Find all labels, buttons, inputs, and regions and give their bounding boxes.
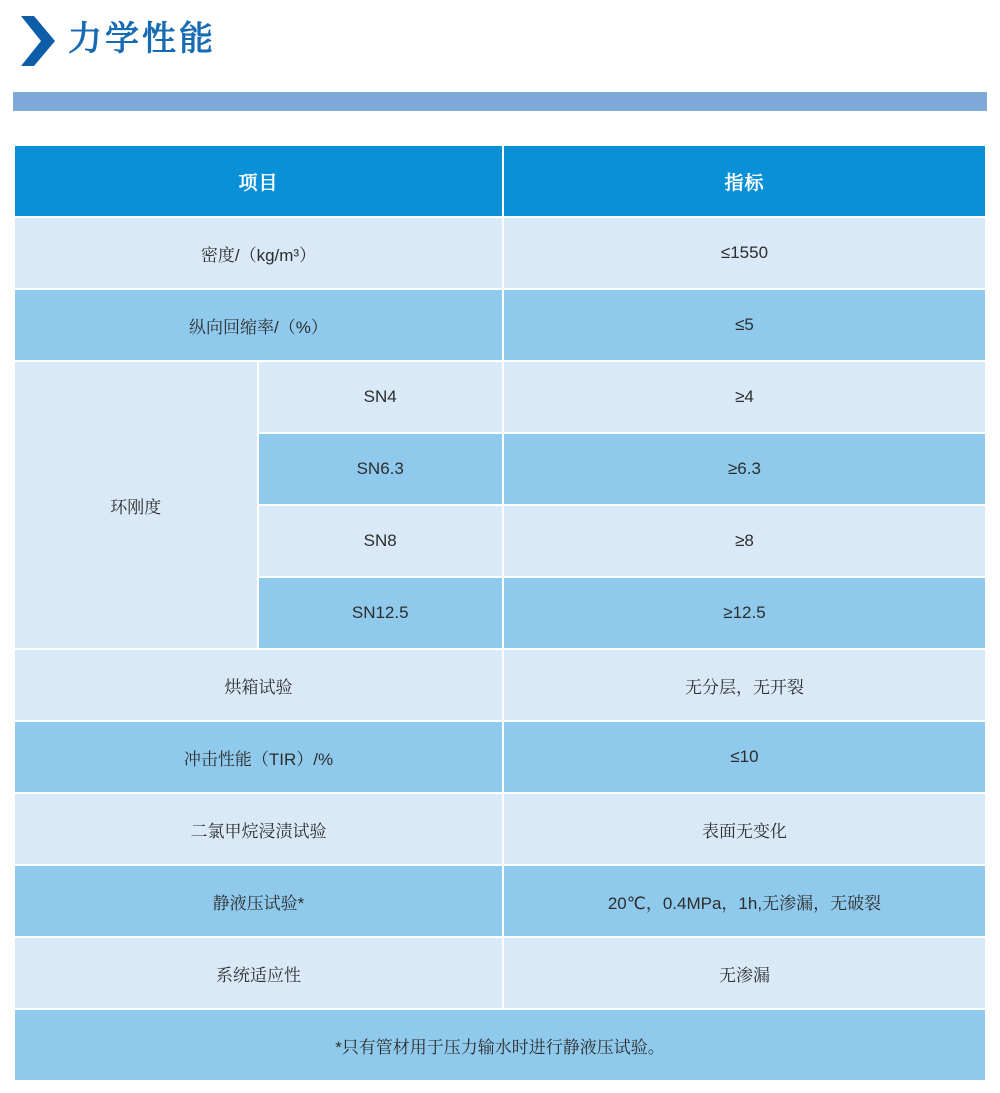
table-row-sn4 xyxy=(15,362,985,432)
footnote-cell: *只有管材用于压力输水时进行静液压试验。 xyxy=(15,1010,985,1080)
item-cell: SN12.5 xyxy=(259,578,502,648)
value-cell: ≥6.3 xyxy=(504,434,985,504)
value-cell: 无渗漏 xyxy=(504,938,985,1008)
section-header xyxy=(13,14,987,68)
value-cell: ≥12.5 xyxy=(504,578,985,648)
value-cell: ≤10 xyxy=(504,722,985,792)
value-cell: ≤5 xyxy=(504,290,985,360)
value-cell: ≤1550 xyxy=(504,218,985,288)
value-cell: ≥8 xyxy=(504,506,985,576)
mechanical-properties-table xyxy=(13,144,987,1082)
value-cell: 20℃，0.4MPa，1h,无渗漏，无破裂 xyxy=(504,866,985,936)
table-row-hydrostatic xyxy=(15,866,985,936)
table-row-oven-test xyxy=(15,650,985,720)
item-cell: SN6.3 xyxy=(259,434,502,504)
value-cell: 表面无变化 xyxy=(504,794,985,864)
item-cell: SN4 xyxy=(259,362,502,432)
table-row-longitudinal-shrinkage xyxy=(15,290,985,360)
item-cell: 系统适应性 xyxy=(15,938,502,1008)
item-cell: 二氯甲烷浸渍试验 xyxy=(15,794,502,864)
item-cell: 烘箱试验 xyxy=(15,650,502,720)
value-cell: ≥4 xyxy=(504,362,985,432)
item-cell: 冲击性能（TIR）/% xyxy=(15,722,502,792)
table-row-density xyxy=(15,218,985,288)
column-header-spec: 指标 xyxy=(504,146,985,216)
table-row-system-suitability xyxy=(15,938,985,1008)
item-cell: SN8 xyxy=(259,506,502,576)
table-row-dichloromethane xyxy=(15,794,985,864)
accent-bar xyxy=(13,92,987,111)
table-header-row xyxy=(15,146,985,216)
item-cell: 纵向回缩率/（%） xyxy=(15,290,502,360)
item-cell: 静液压试验* xyxy=(15,866,502,936)
chevron-right-icon xyxy=(21,16,55,66)
table-row-impact-tir xyxy=(15,722,985,792)
group-cell-ring-stiffness: 环刚度 xyxy=(15,362,257,648)
table-footnote-row xyxy=(15,1010,985,1080)
column-header-item: 项目 xyxy=(15,146,502,216)
value-cell: 无分层，无开裂 xyxy=(504,650,985,720)
item-cell: 密度/（kg/m³） xyxy=(15,218,502,288)
page-title: 力学性能 xyxy=(68,20,216,58)
